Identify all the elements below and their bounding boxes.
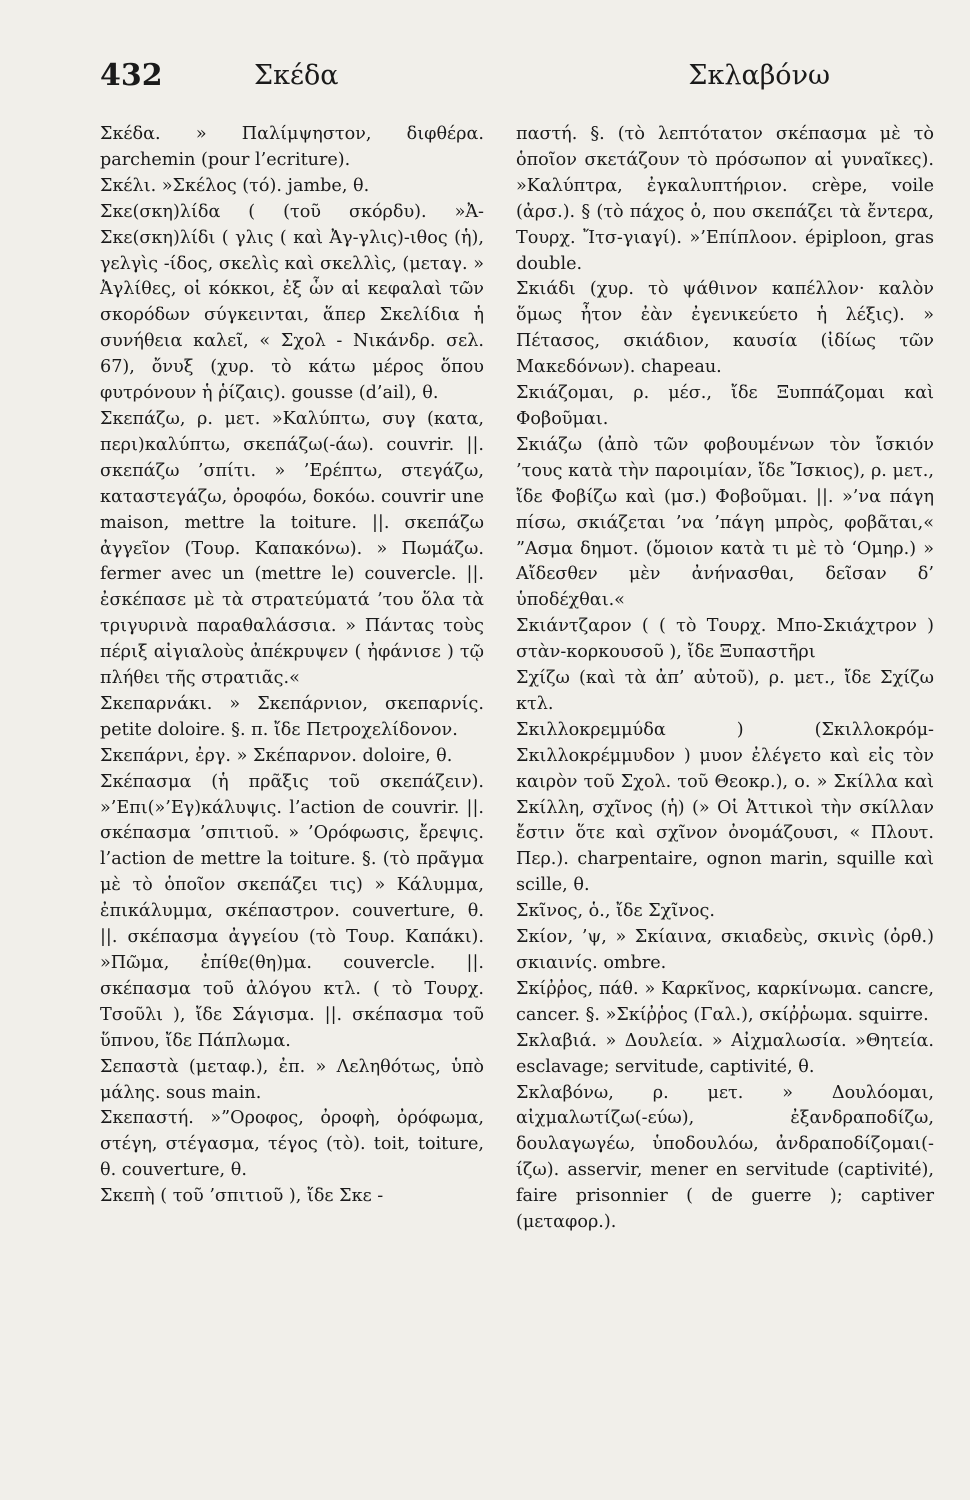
dictionary-entry: Σκιλλοκρεμμύδα ) (Σκιλλοκρόμ-Σκιλλοκρέμμυδον ) μυον ἐλέγετο καὶ εἰς τὸν καιρὸν τοῦ Σχολ. τοῦ Θεοκρ.), ο. » Σκίλλα καὶ Σκίλλη, σχῖνος (ἡ) (» Οἱ Ἀττικοὶ τὴν σκίλλαν ἔστιν ὅτε καὶ σχῖνον ὀνομάζουσι, « Πλουτ. Περ.). charpentaire, ognon marin, squille καὶ scille, θ. bbox=[516, 719, 934, 896]
dictionary-entry: Σκιάζω (ἀπὸ τῶν φοβουμένων τὸν ἴσκιόν ’τους κατὰ τὴν παροιμίαν, ἴδε Ἴσκιος), ρ. μετ., ἴδε Φοβίζω καὶ (μσ.) Φοβοῦμαι. ||. »’να πάγη πίσω, σκιάζεται ’να ’πάγη μπρὸς, φοβᾶται,« ”Ασμα δημοτ. (ὅμοιον κατὰ τι μὲ τὸ ‘Ομηρ.) » Αἴδεσθεν μὲν ἀνήνασθαι, δεῖσαν δ’ ὑποδέχθαι.« bbox=[516, 434, 934, 611]
dictionary-entry: Σκιάντζαρον ( ( τὸ Τουρχ. Μπο-Σκιάχτρον ) στὰν-κορκουσοῦ ), ἴδε Ξυπαστῆρι bbox=[516, 616, 934, 663]
dictionary-entry: Σκεπάζω, ρ. μετ. »Καλύπτω, συγ (κατα, περι)καλύπτω, σκεπάζω(-άω). couvrir. ||. σκεπάζω ’σπίτι. » ’Ερέπτω, στεγάζω, καταστεγάζω, ὀροφόω, δοκόω. couvrir une maison, mettre la toiture. ||. σκεπάζω ἀγγεῖον (Τουρ. Καπακόνω). » Πωμάζω. fermer avec un (mettre le) couvercle. ||. ἐσκέπασε μὲ τὰ στρατεύματά ’του ὅλα τὰ τριγυρινὰ παραθαλάσσια. » Πάντας τοὺς πέριξ αἰγιαλοὺς ἀπέκρυψεν ( ἠφάνισε ) τῷ πλήθει τῆς στρατιᾶς.« bbox=[100, 408, 484, 689]
dictionary-entry: Σεπαστὰ (μεταφ.), ἐπ. » Λεληθότως, ὑπὸ μάλης. sous main. bbox=[100, 1056, 484, 1103]
dictionary-entry: Σκεπὴ ( τοῦ ’σπιτιοῦ ), ἴδε Σκε - bbox=[100, 1186, 384, 1207]
dictionary-entry: Σκίον, ’ψ, » Σκίαινα, σκιαδεὺς, σκινὶς (ὀρθ.) σκιαινίς. ombre. bbox=[516, 927, 934, 973]
dictionary-entry: Σκε(σκη)λίδα ( (τοῦ σκόρδυ). »Ἀ-Σκε(σκη)λίδι ( γλις ( καὶ Ἀγ-γλις)-ιθος (ἡ), γελγὶς -ίδος, σκελὶς καὶ σκελλὶς, (μεταγ. » Ἀγλίθες, οἱ κόκκοι, ἐξ ὧν αἱ κεφαλαὶ τῶν σκορόδων σύγκεινται, ἅπερ Σκελίδια ἡ συνήθεια καλεῖ, « Σχολ - Νικάνδρ. σελ. 67), ὄνυξ (χυρ. τὸ κάτω μέρος ὅπου φυτρόνουν ἡ ῥίζαις). gousse (d’ail), θ. bbox=[100, 201, 484, 404]
dictionary-entry: Σκεπάρνι, ἐργ. » Σκέπαρνον. doloire, θ. bbox=[100, 745, 453, 766]
dictionary-entry: παστή. §. (τὸ λεπτότατον σκέπασμα μὲ τὸ ὁποῖον σκετάζουν τὸ πρόσωπον αἱ γυναῖκες). »Καλύπτρα, ἐγκαλυπτήριον. crèpe, voile (ἀρσ.). § (τὸ πάχος ὁ, που σκεπάζει τὰ ἔντερα, Τουρχ. Ἴτσ-γιαγί). »’Επίπλοον. épiploon, gras double. bbox=[516, 124, 934, 274]
dictionary-entry: Σκέδα. » Παλίμψηστον, διφθέρα. parchemin (pour l’ecriture). bbox=[100, 124, 484, 170]
page-number: 432 bbox=[100, 58, 163, 93]
dictionary-entry: Σχίζω (καὶ τὰ ἀπ’ αὐτοῦ), ρ. μετ., ἴδε Σχίζω κτλ. bbox=[516, 668, 934, 714]
header-last-word: Σκλαβόνω bbox=[688, 60, 830, 91]
dictionary-entry: Σκεπαστή. »”Οροφος, ὀροφὴ, ὀρόφωμα, στέγη, στέγασμα, τέγος (τὸ). toit, toiture, θ. couverture, θ. bbox=[100, 1108, 484, 1181]
dictionary-entry: Σκεπαρνάκι. » Σκεπάρνιον, σκεπαρνίς. petite doloire. §. π. ἴδε Πετροχελίδονον. bbox=[100, 693, 484, 740]
header-first-word: Σκέδα bbox=[254, 60, 339, 91]
dictionary-entry: Σκιάζομαι, ρ. μέσ., ἴδε Ξυππάζομαι καὶ Φοβοῦμαι. bbox=[516, 383, 934, 429]
running-header bbox=[96, 58, 830, 108]
dictionary-entry: Σκίῤῥος, πάθ. » Καρκῖνος, καρκίνωμα. cancre, cancer. §. »Σκίῤῥος (Γαλ.), σκίῤῥωμα. squirre. bbox=[516, 978, 934, 1025]
dictionary-entry: Σκιάδι (χυρ. τὸ ψάθινον καπέλλον· καλὸν ὅμως ἦτον ἐὰν ἐγενικεύετο ἡ λέξις). » Πέτασος, σκιάδιον, καυσία (ἰδίως τῶν Μακεδόνων). chapeau. bbox=[516, 279, 934, 378]
dictionary-entry: Σκλαβόνω, ρ. μετ. » Δουλόομαι, αἰχμαλωτίζω(-εύω), ἐξανδραποδίζω, δουλαγωγέω, ὑποδουλόω, ἀνδραποδίζομαι(-ίζω). asservir, mener en servitude (captivité), faire prisonnier ( de guerre ); captiver (μεταφορ.). bbox=[516, 1082, 934, 1233]
left-column bbox=[100, 122, 484, 1210]
dictionary-entry: Σκλαβιά. » Δουλεία. » Αἰχμαλωσία. »Θητεία. esclavage; servitude, captivité, θ. bbox=[516, 1030, 934, 1077]
right-column bbox=[516, 122, 934, 1236]
dictionary-entry: Σκῖνος, ὁ., ἴδε Σχῖνος. bbox=[516, 901, 715, 922]
dictionary-entry: Σκέλι. »Σκέλος (τό). jambe, θ. bbox=[100, 175, 370, 196]
dictionary-entry: Σκέπασμα (ἡ πρᾶξις τοῦ σκεπάζειν). »’Επι(»’Εγ)κάλυψις. l’action de couvrir. ||. σκέπασμα ’σπιτιοῦ. » ’Ορόφωσις, ἔρεψις. l’action de mettre la toiture. §. (τὸ πρᾶγμα μὲ τὸ ὁποῖον σκεπάζει τις) » Κάλυμμα, ἐπικάλυμμα, σκέπαστρον. couverture, θ. ||. σκέπασμα ἀγγείου (τὸ Τουρ. Καπάκι). »Πῶμα, ἐπίθε(θη)μα. couvercle. ||. σκέπασμα τοῦ ἀλόγου κτλ. ( τὸ Τουρχ. Τσοῦλι ), ἴδε Σάγισμα. ||. σκέπασμα τοῦ ὕπνου, ἴδε Πάπλωμα. bbox=[100, 771, 484, 1051]
